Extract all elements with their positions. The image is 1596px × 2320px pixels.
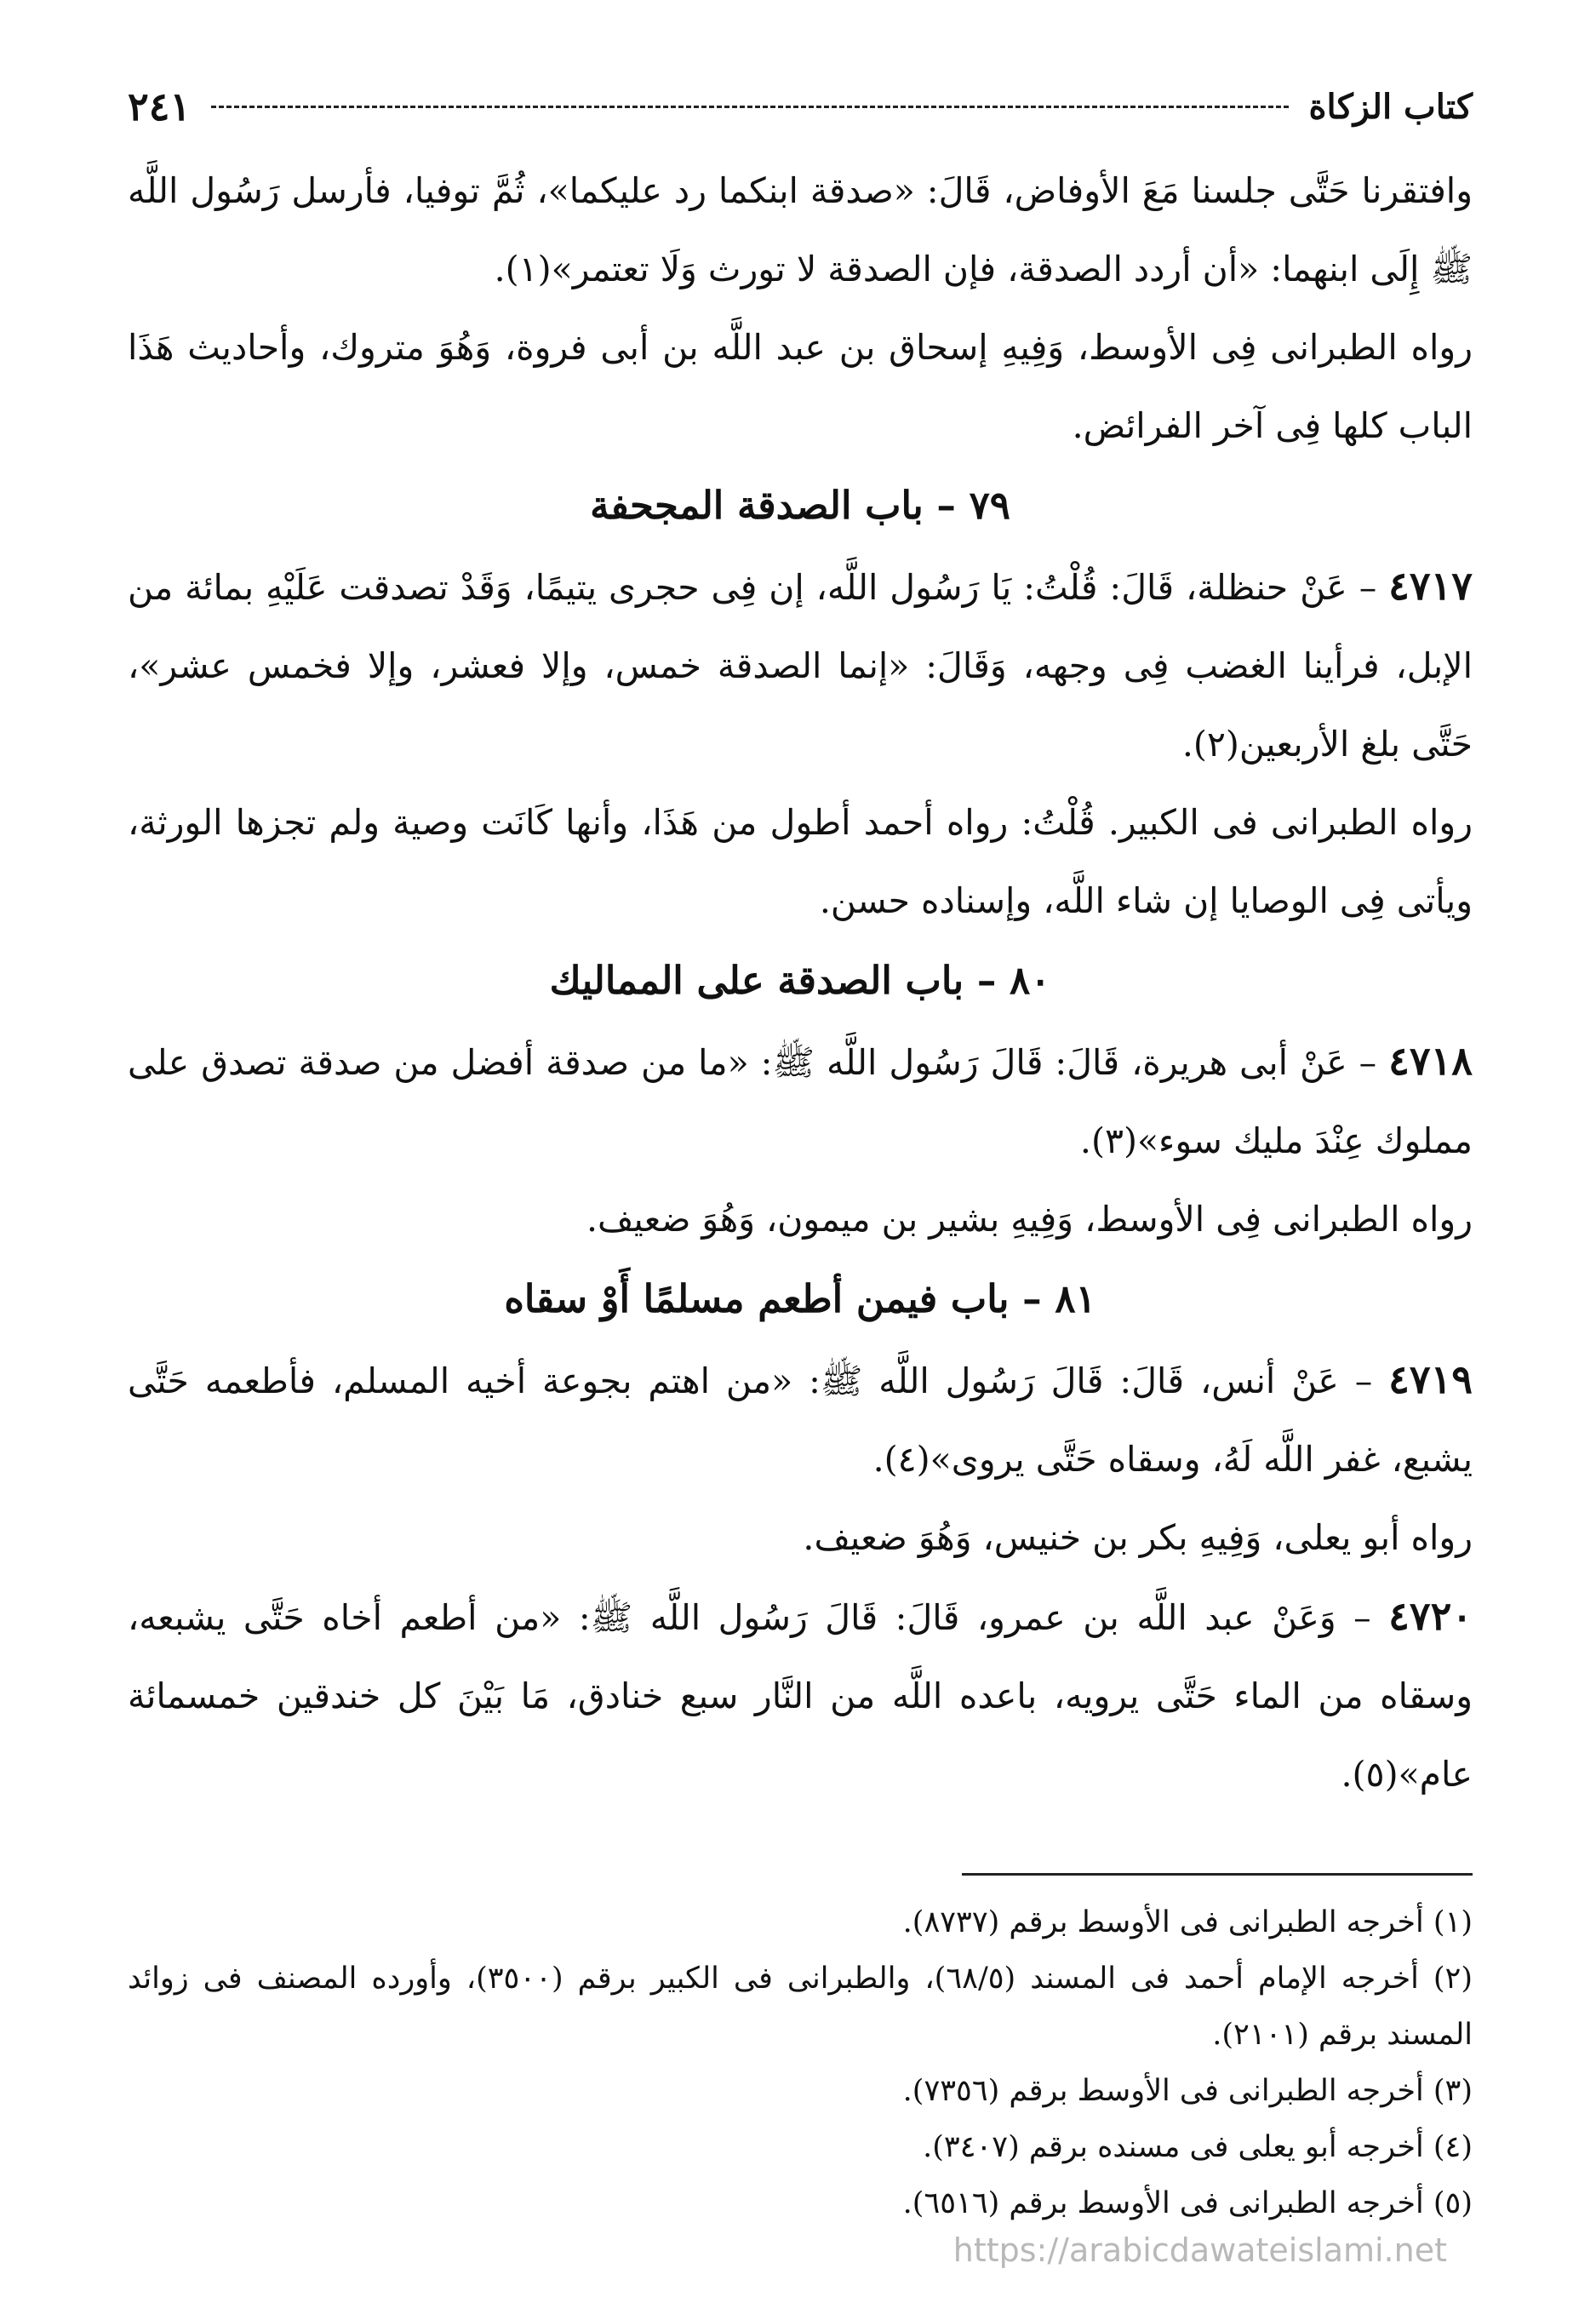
commentary-paragraph: [128, 308, 1473, 465]
footnote: (٢) أخرجه الإمام أحمد فى المسند (٦٨/٥)، والطبرانى فى الكبير برقم (٣٥٠٠)، وأورده المصنف فى زوائد المسند برقم (٢١٠١).: [128, 1962, 1473, 2052]
commentary-paragraph: [128, 783, 1473, 940]
hadith-paragraph: [128, 1022, 1473, 1180]
footnote: (١) أخرجه الطبرانى فى الأوسط برقم (٨٧٣٧).: [902, 1905, 1473, 1939]
paragraph-text: – عَنْ حنظلة، قَالَ: قُلْتُ: يَا رَسُول اللَّه، إن فِى حجرى يتيمًا، وَقَدْ تصدقت عَلَيْهِ بمائة من الإبل، فرأينا الغضب فِى وجهه، وَقَالَ: «إنما الصدقة خمس، وإلا فعشر، وإلا فخمس عشر»، حَتَّى بلغ الأربعين(٢).: [128, 567, 1473, 765]
footnote: (٣) أخرجه الطبرانى فى الأوسط برقم (٧٣٥٦).: [902, 2074, 1473, 2108]
commentary-paragraph: [128, 1498, 1473, 1577]
chapter-heading: ٧٩ – باب الصدقة المجحفة: [590, 483, 1010, 528]
page-body: [128, 152, 1473, 1813]
header-divider: [211, 106, 1288, 108]
running-head: [128, 68, 1473, 145]
paragraph-text: رواه الطبرانى فِى الأوسط، وَفِيهِ إسحاق بن عبد اللَّه بن أبى فروة، وَهُوَ متروك، وأحاديث هَذَا الباب كلها فِى آخر الفرائض.: [128, 327, 1473, 446]
watermark-url: https://arabicdawateislami.net: [952, 2231, 1447, 2269]
hadith-number: ٤٧١٧: [1388, 563, 1473, 609]
hadith-paragraph: [128, 547, 1473, 783]
book-title: كتاب الزكاة: [1308, 86, 1473, 127]
hadith-paragraph: [128, 1577, 1473, 1813]
page-number: ٢٤١: [128, 83, 192, 129]
footnote-divider: [962, 1873, 1473, 1876]
paragraph-text: – عَنْ أنس، قَالَ: قَالَ رَسُول اللَّه ﷺ: «من اهتم بجوعة أخيه المسلم، فأطعمه حَتَّى يشبع، غفر اللَّه لَهُ، وسقاه حَتَّى يروى»(٤).: [128, 1360, 1473, 1480]
chapter-heading: ٨٠ – باب الصدقة على المماليك: [549, 958, 1051, 1003]
footnotes: [128, 1894, 1473, 2231]
commentary-paragraph: [128, 1180, 1473, 1258]
footnote: (٤) أخرجه أبو يعلى فى مسنده برقم (٣٤٠٧).: [923, 2130, 1473, 2164]
footnote: (٥) أخرجه الطبرانى فى الأوسط برقم (٦٥١٦).: [902, 2186, 1473, 2220]
hadith-paragraph: [128, 1340, 1473, 1498]
commentary-paragraph: [128, 152, 1473, 308]
chapter-heading: ٨١ – باب فيمن أطعم مسلمًا أَوْ سقاه: [504, 1276, 1096, 1321]
paragraph-text: – عَنْ أبى هريرة، قَالَ: قَالَ رَسُول اللَّه ﷺ: «ما من صدقة أفضل من صدقة تصدق على مملوك عِنْدَ مليك سوء»(٣).: [128, 1042, 1473, 1161]
paragraph-text: رواه أبو يعلى، وَفِيهِ بكر بن خنيس، وَهُوَ ضعيف.: [803, 1517, 1473, 1558]
book-page: [128, 68, 1473, 2282]
paragraph-text: وافتقرنا حَتَّى جلسنا مَعَ الأوفاض، قَالَ: «صدقة ابنكما رد عليكما»، ثُمَّ توفيا، فأرسل رَسُول اللَّه ﷺ إِلَى ابنهما: «أن أردد الصدقة، فإن الصدقة لا تورث وَلَا تعتمر»(١).: [128, 170, 1473, 289]
paragraph-text: رواه الطبرانى فى الكبير. قُلْتُ: رواه أحمد أطول من هَذَا، وأنها كَانَت وصية ولم تجزها الورثة، ويأتى فِى الوصايا إن شاء اللَّه، وإسناده حسن.: [128, 802, 1473, 921]
hadith-number: ٤٧٢٠: [1388, 1593, 1473, 1639]
paragraph-text: – وَعَنْ عبد اللَّه بن عمرو، قَالَ: قَالَ رَسُول اللَّه ﷺ: «من أطعم أخاه حَتَّى يشبعه، وسقاه من الماء حَتَّى يرويه، باعده اللَّه من النَّار سبع خنادق، مَا بَيْنَ كل خندقين خمسمائة عام»(٥).: [128, 1597, 1473, 1795]
paragraph-text: رواه الطبرانى فِى الأوسط، وَفِيهِ بشير بن ميمون، وَهُوَ ضعيف.: [586, 1199, 1473, 1240]
hadith-number: ٤٧١٨: [1388, 1038, 1473, 1084]
hadith-number: ٤٧١٩: [1388, 1356, 1473, 1402]
